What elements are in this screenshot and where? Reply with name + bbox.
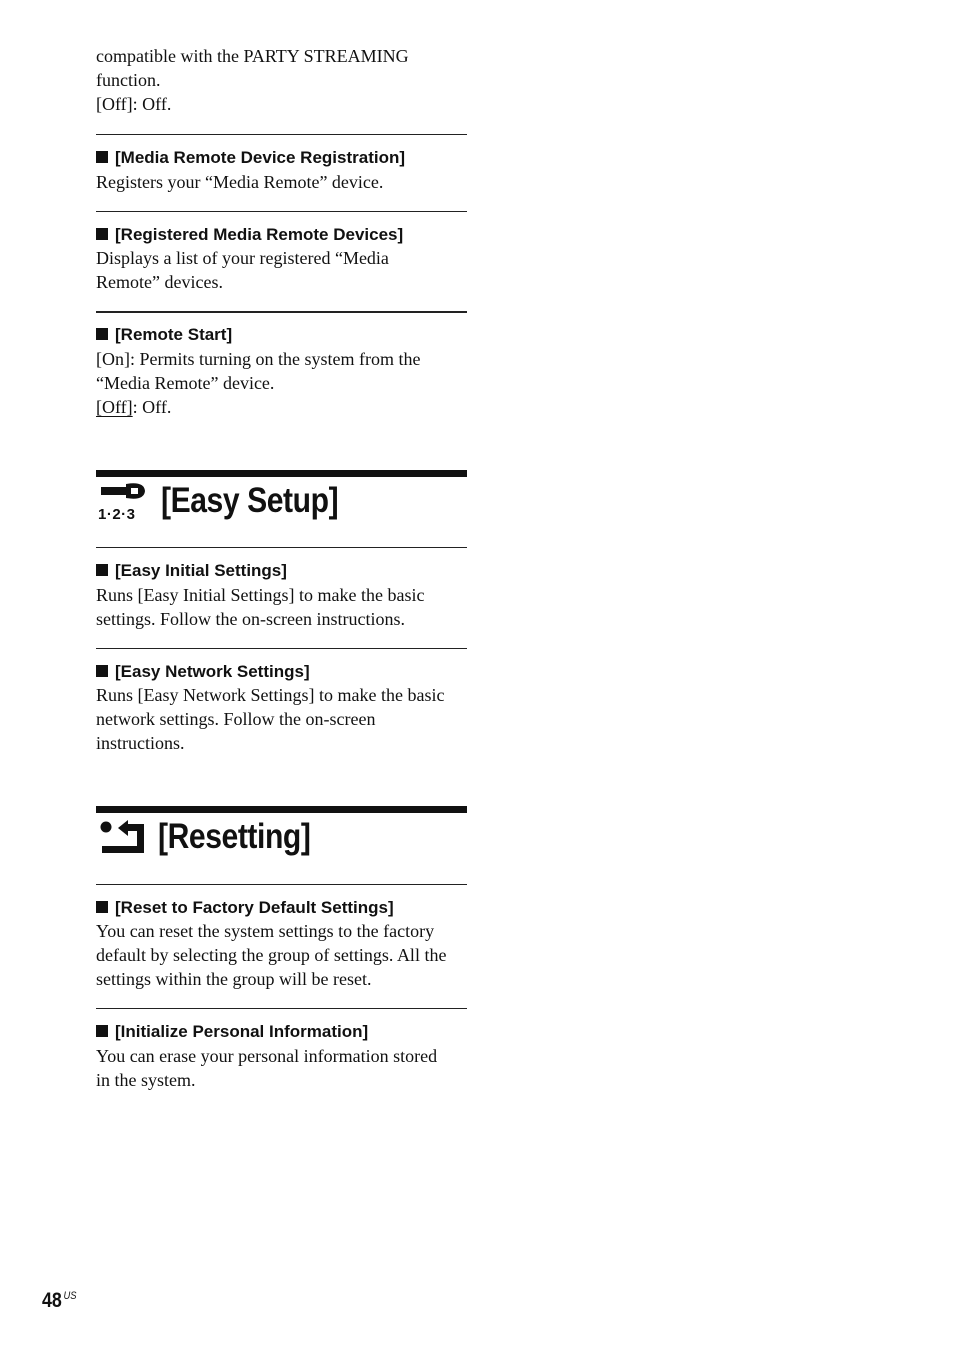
divider [96,211,467,212]
body-line: settings. Follow the on-screen instructions. [96,609,405,629]
body-line: instructions. [96,733,185,753]
body-line: You can reset the system settings to the factory [96,921,435,941]
heading-label: [Easy Initial Settings] [115,561,287,580]
body-line: network settings. Follow the on-screen [96,709,376,729]
square-bullet-icon [96,665,108,677]
easy-network-settings-heading [96,661,310,683]
intro-text [96,44,467,116]
reset-factory-heading [96,897,394,919]
registered-devices-heading [96,224,403,246]
square-bullet-icon [96,1025,108,1037]
remote-start-text [96,347,467,419]
body-line: Runs [Easy Initial Settings] to make the basic [96,585,425,605]
media-remote-registration-text [96,170,467,194]
square-bullet-icon [96,901,108,913]
divider [96,134,467,135]
body-line: Registers your “Media Remote” device. [96,172,384,192]
square-bullet-icon [96,228,108,240]
square-bullet-icon [96,328,108,340]
steps-label: 1·2·3 [98,506,136,523]
heading-label: [Initialize Personal Information] [115,1022,369,1041]
body-line: in the system. [96,1070,196,1090]
square-bullet-icon [96,151,108,163]
body-line: Displays a list of your registered “Media [96,248,389,268]
divider [96,311,467,313]
remote-start-heading [96,324,232,346]
off-description: : Off. [132,397,172,417]
initialize-personal-text [96,1044,467,1092]
easy-initial-settings-heading [96,560,287,582]
body-line: default by selecting the group of settings. All the [96,945,447,965]
body-line: Remote” devices. [96,272,223,292]
page-number-suffix: US [63,1290,77,1302]
body-line: [On]: Permits turning on the system from the [96,349,421,369]
divider [96,547,467,548]
initialize-personal-heading [96,1021,368,1043]
body-line: settings within the group will be reset. [96,969,372,989]
page-number-value: 48 [42,1289,62,1312]
body-line: Runs [Easy Network Settings] to make the basic [96,685,445,705]
resetting-title: [Resetting] [158,817,311,856]
reset-arrow-icon [98,818,148,863]
square-bullet-icon [96,564,108,576]
heading-label: [Media Remote Device Registration] [115,148,406,167]
registered-devices-text [96,246,467,294]
heading-label: [Remote Start] [115,325,233,344]
reset-factory-text [96,919,467,991]
page-number [42,1284,77,1313]
body-line: You can erase your personal information stored [96,1046,438,1066]
divider [96,884,467,885]
heading-label: [Registered Media Remote Devices] [115,225,404,244]
media-remote-registration-heading [96,147,405,169]
intro-off-line [96,92,467,116]
section-top-bar [96,470,467,477]
off-key: [Off] [96,397,133,417]
heading-label: [Easy Network Settings] [115,662,310,681]
intro-line: compatible with the PARTY STREAMING [96,46,409,66]
divider [96,1008,467,1009]
body-line: “Media Remote” device. [96,373,275,393]
heading-label: [Reset to Factory Default Settings] [115,898,394,917]
divider [96,648,467,649]
easy-network-settings-text [96,683,467,755]
off-description: : Off. [132,94,172,114]
easy-initial-settings-text [96,583,467,631]
easy-setup-title: [Easy Setup] [161,481,339,520]
section-top-bar [96,806,467,813]
remote-start-off-line [96,395,467,419]
intro-line: function. [96,70,161,90]
off-key: [Off] [96,94,133,114]
